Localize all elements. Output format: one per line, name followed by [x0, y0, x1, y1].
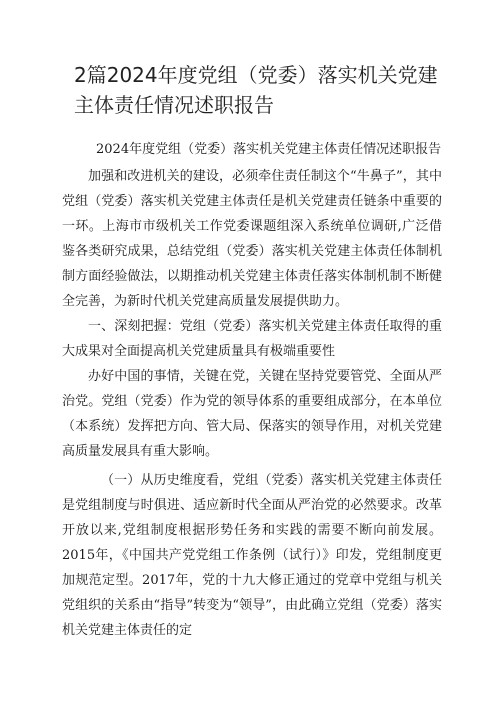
- document-subtitle: 2024年度党组（党委）落实机关党建主体责任情况述职报告: [96, 142, 442, 157]
- document-body: [62, 164, 442, 643]
- subsection-paragraph: （一）从历史维度看，党组（党委）落实机关党建主体责任是党组制度与时俱进、适应新时代全面从严治党的必然要求。改革开放以来,党组制度根据形势任务和实践的需要不断向前发展。2015年，《中国共产党党组工作条例（试行）》印发，党组制度更加规范定型。2017年，党的十九大修正通过的党章中党组与机关党组织的关系由“指导”转变为“领导”，由此确立党组（党委）落实机关党建主体责任的定: [62, 473, 442, 638]
- section-heading: 一、深刻把握：党组（党委）落实机关党建主体责任取得的重大成果对全面提高机关党建质量具有极端重要性: [62, 319, 442, 359]
- intro-paragraph: 加强和改进机关的建设，必须牵住责任制这个“牛鼻子”，其中党组（党委）落实机关党建主体责任是机关党建责任链条中重要的一环。上海市市级机关工作党委课题组深入系统单位调研,广泛借鉴各类研究成果，总结党组（党委）落实机关党建主体责任体制机制方面经验做法，以期推动机关党建主体责任落实体制机制不断健全完善，为新时代机关党建高质量发展提供助力。: [62, 169, 442, 309]
- body-paragraph: 办好中国的事情，关键在党，关键在坚持党要管党、全面从严治党。党组（党委）作为党的领导体系的重要组成部分，在本单位（本系统）发挥把方向、管大局、保落实的领导作用，对机关党建高质量发展具有重大影响。: [62, 369, 442, 459]
- document-title: 2篇2024年度党组（党委）落实机关党建主体责任情况述职报告: [74, 63, 438, 117]
